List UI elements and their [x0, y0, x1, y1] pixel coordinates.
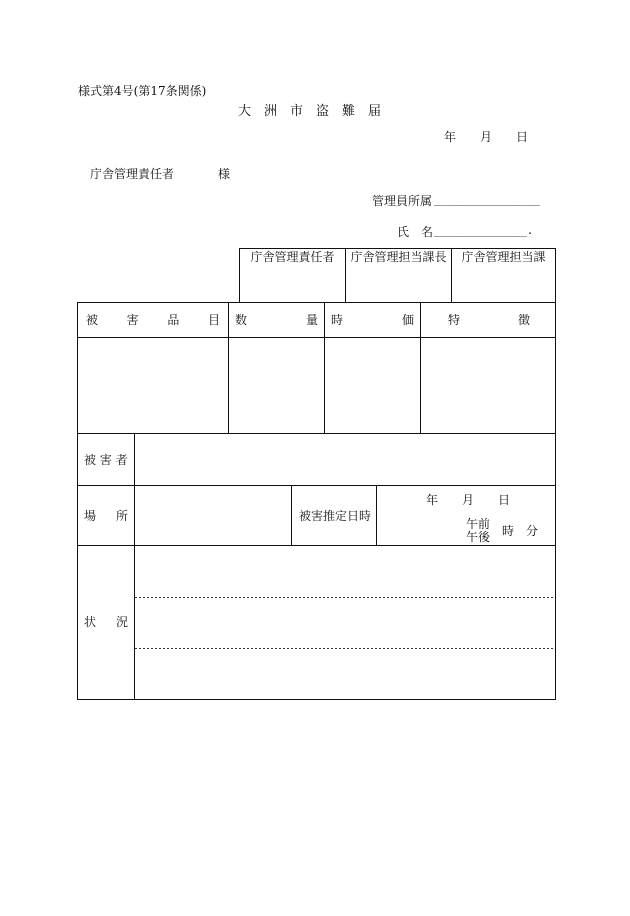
- header-char: 害: [126, 313, 139, 327]
- place-cell[interactable]: [135, 486, 291, 545]
- damaged-items-cell[interactable]: [78, 338, 228, 433]
- place-label-char: 所: [115, 509, 128, 523]
- ampm-pm[interactable]: 午後: [466, 530, 491, 544]
- place-label-char: 場: [84, 509, 97, 523]
- header-char: 量: [305, 313, 318, 327]
- victim-label: 被 害 者: [84, 453, 128, 467]
- estimated-time-label: 被害推定日時: [299, 509, 372, 523]
- time-text[interactable]: 時 分: [502, 524, 539, 538]
- name-blank[interactable]: ______________.: [434, 224, 534, 237]
- situation-label-char: 況: [115, 615, 128, 629]
- header-damaged-items: [86, 313, 220, 327]
- form-title: 大 洲 市 盗 難 届: [238, 104, 382, 119]
- addressee-honorific: 様: [218, 167, 231, 181]
- approval-header-2: 庁舎管理担当課長: [350, 250, 447, 264]
- header-char: 数: [235, 313, 248, 327]
- estimated-date-text[interactable]: 年 月 日: [426, 493, 511, 507]
- situation-label-char: 状: [84, 615, 97, 629]
- ampm-am[interactable]: 午前: [466, 517, 491, 531]
- victim-cell[interactable]: [135, 434, 555, 485]
- header-char: 時: [331, 313, 344, 327]
- approval-header-3: 庁舎管理担当課: [461, 250, 546, 264]
- form-number: 様式第4号(第17条関係): [78, 84, 207, 98]
- header-features: [448, 313, 530, 327]
- quantity-cell[interactable]: [229, 338, 324, 433]
- header-char: 品: [167, 313, 180, 327]
- situation-label: [84, 615, 128, 629]
- header-market-value: [331, 313, 414, 327]
- affiliation-label: 管理員所属: [372, 194, 433, 208]
- place-label: [84, 509, 128, 523]
- affiliation-blank[interactable]: ________________: [434, 193, 540, 206]
- approval-header-1: 庁舎管理責任者: [250, 250, 335, 264]
- market-value-cell[interactable]: [325, 338, 420, 433]
- header-char: 価: [401, 313, 414, 327]
- addressee: 庁舎管理責任者: [90, 167, 175, 181]
- header-char: 徴: [517, 313, 530, 327]
- features-cell[interactable]: [421, 338, 555, 433]
- header-quantity: [235, 313, 318, 327]
- header-char: 目: [207, 313, 220, 327]
- header-char: 被: [86, 313, 99, 327]
- name-label: 氏 名: [397, 225, 434, 239]
- date-line: 年 月 日: [444, 130, 529, 144]
- situation-cell[interactable]: [135, 546, 555, 699]
- header-char: 特: [448, 313, 461, 327]
